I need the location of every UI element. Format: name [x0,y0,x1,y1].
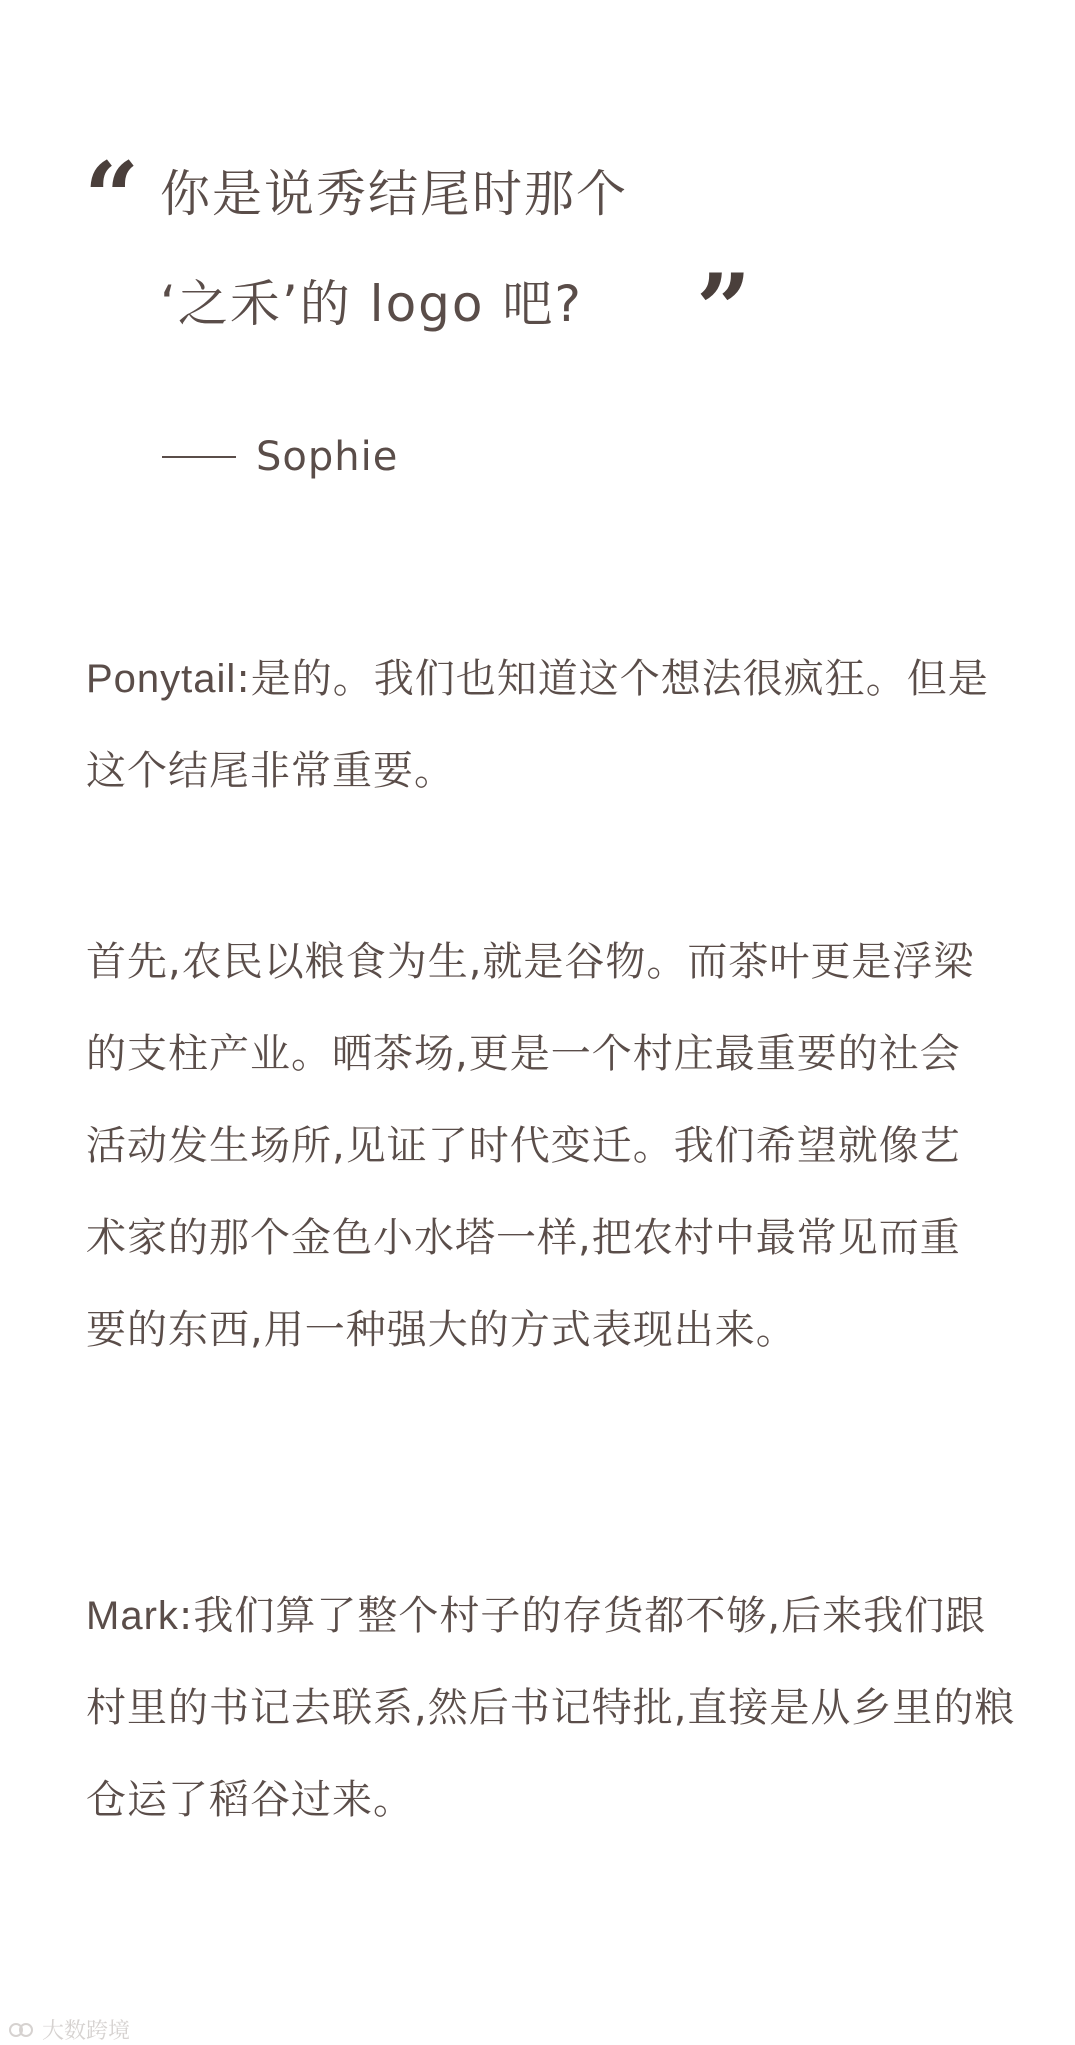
paragraph-1 [86,633,1026,817]
watermark [8,2014,130,2045]
paragraph-text: :是的。我们也知道这个想法很疯狂。但是这个结尾非常重要。 [86,656,989,794]
speaker-name: Mark [86,1594,179,1638]
paragraph-text: :我们算了整个村子的存货都不够,后来我们跟村里的书记去联系,然后书记特批,直接是从乡里的粮仓运了稻谷过来。 [86,1593,1016,1823]
paragraph-3 [86,1570,1026,1846]
speaker-name: Ponytail [86,657,237,701]
watermark-logo-icon [8,2020,36,2040]
quote-line-2: ‘之禾’的 logo 吧? [160,275,583,333]
close-quote-icon: ” [696,253,752,366]
open-quote-icon: “ [84,141,140,254]
watermark-text: 大数跨境 [42,2019,131,2044]
attribution-dash [162,456,236,458]
paragraph-text: 首先,农民以粮食为生,就是谷物。而茶叶更是浮梁的支柱产业。晒茶场,更是一个村庄最重要的社会活动发生场所,见证了时代变迁。我们希望就像艺术家的那个金色小水塔一样,把农村中最常见而重要的东西,用一种强大的方式表现出来。 [86,939,975,1353]
paragraph-2 [86,916,986,1376]
quote-attribution [162,432,398,482]
attribution-name: Sophie [256,434,399,480]
quote-line-1: 你是说秀结尾时那个 [160,165,628,223]
